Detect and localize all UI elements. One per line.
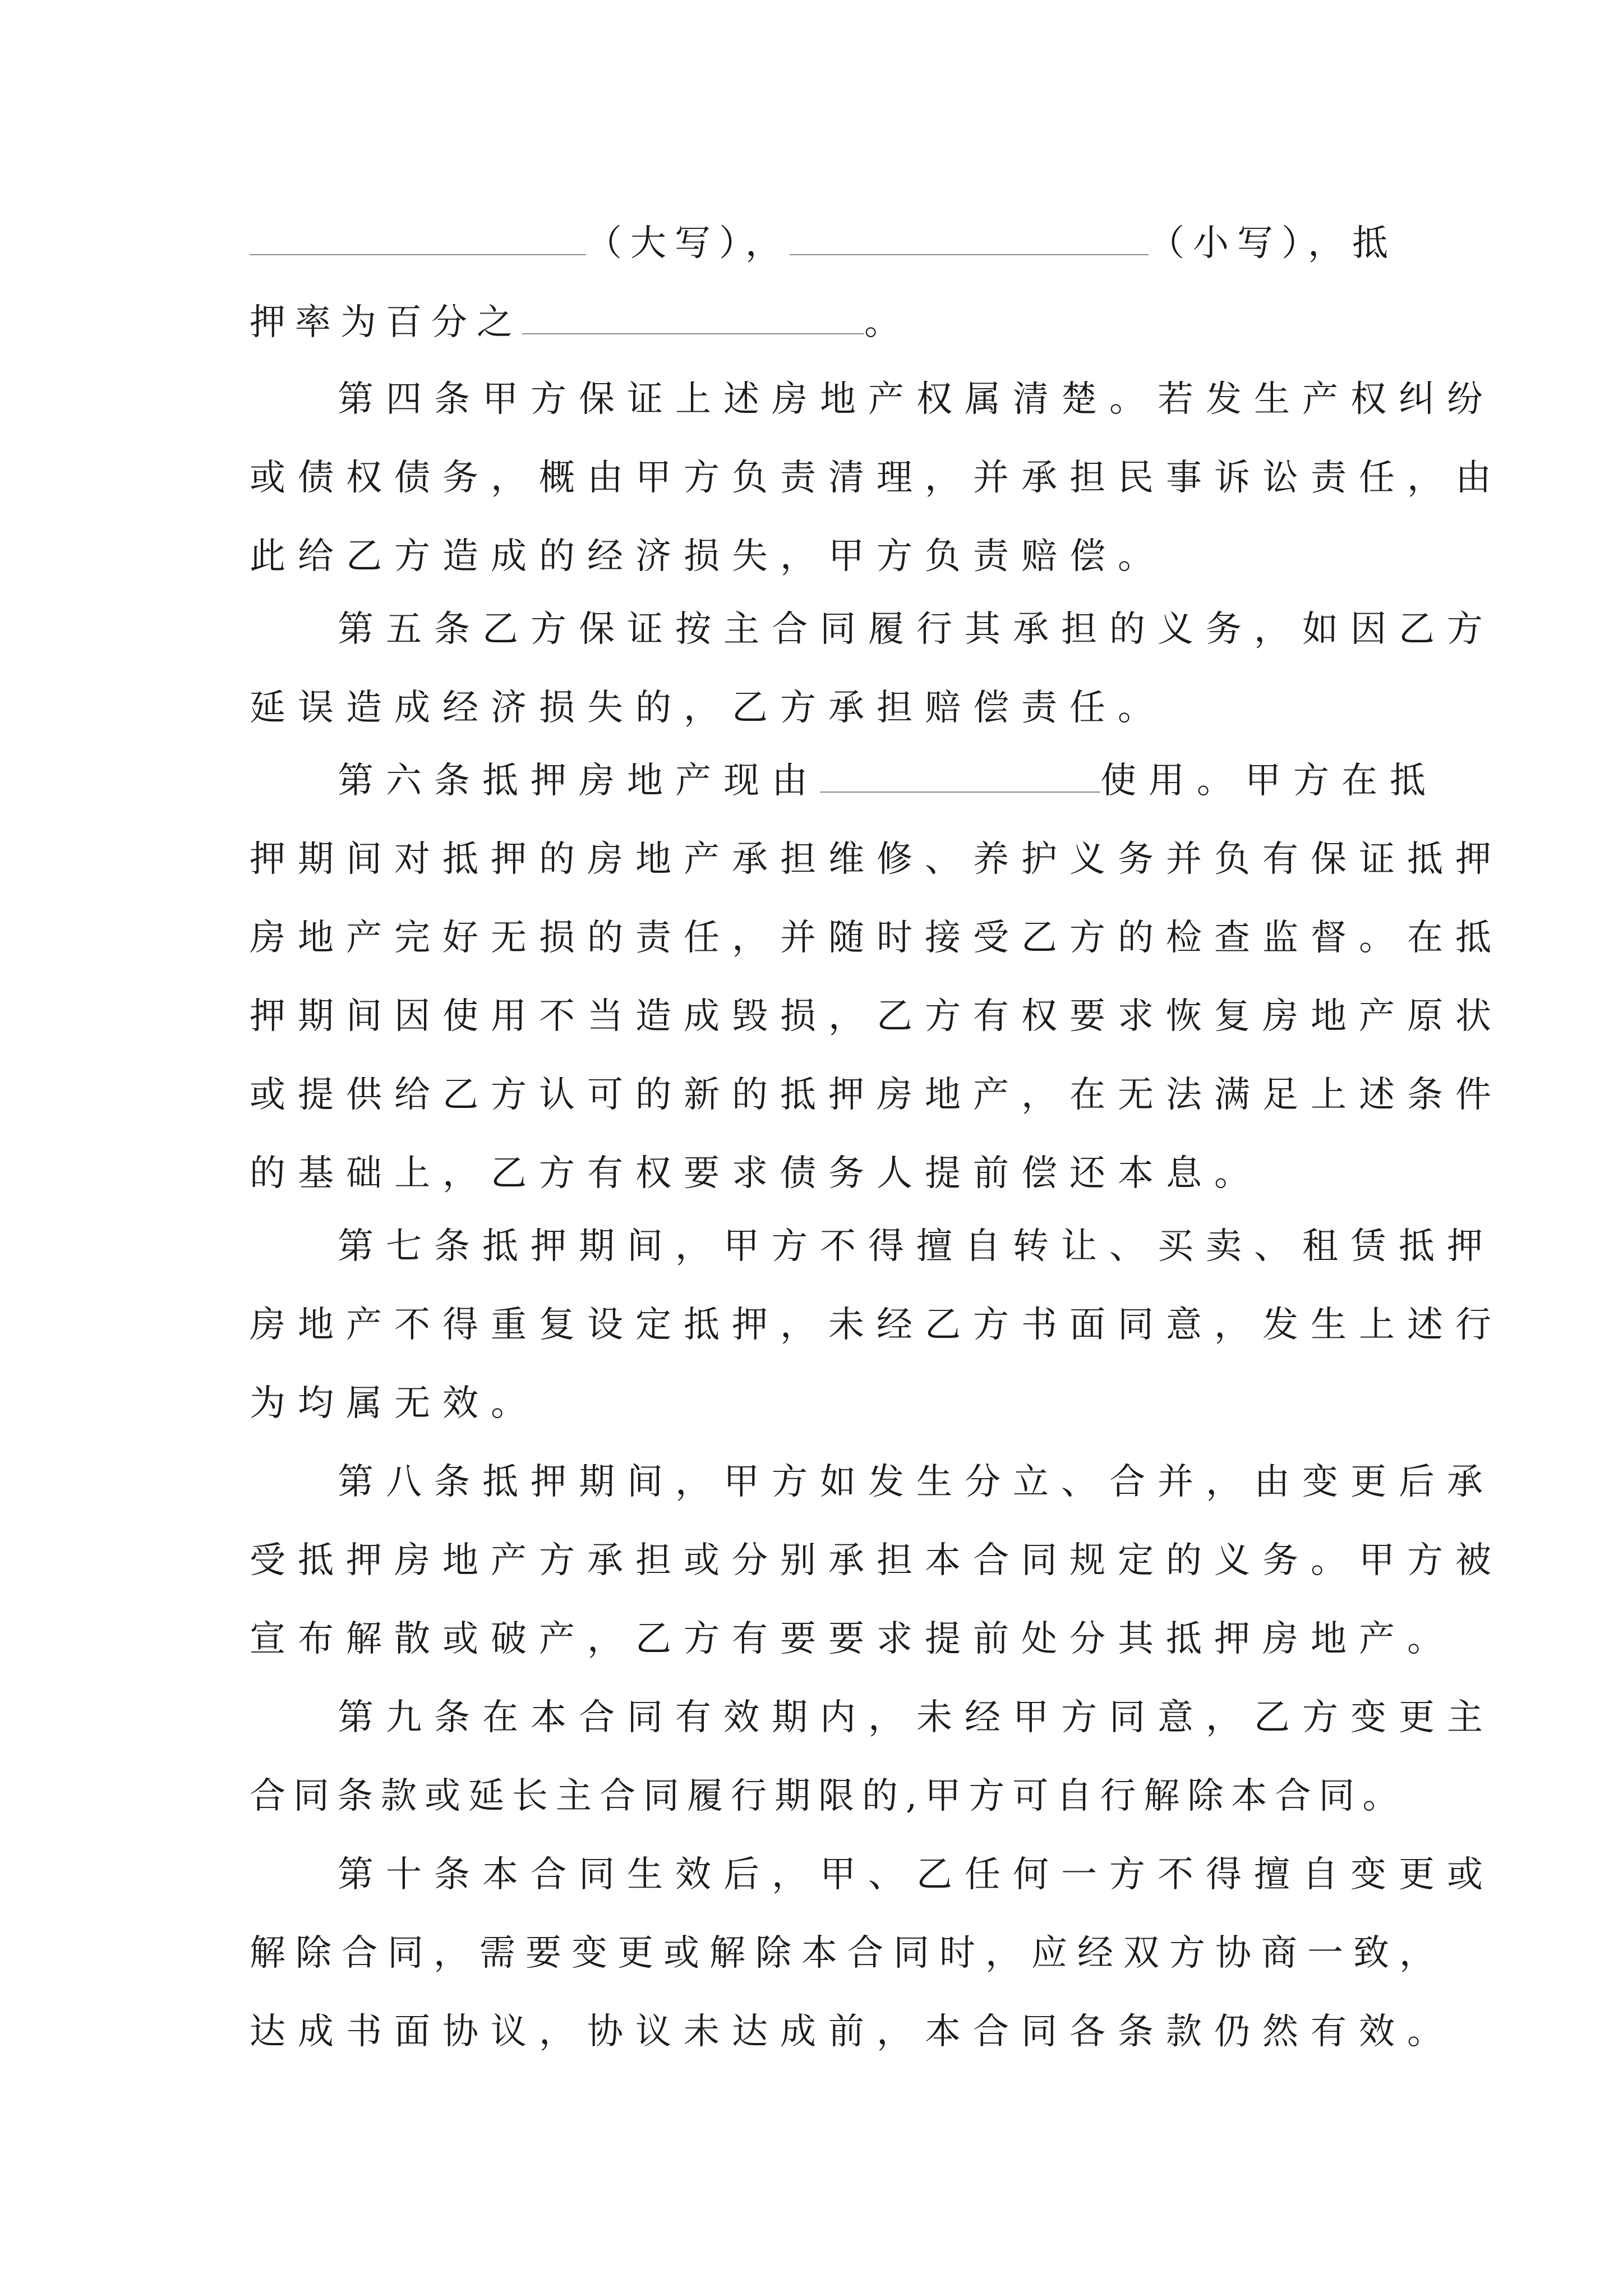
amount-lowercase-blank[interactable] — [790, 222, 1149, 255]
article-6-line-3: 房地产完好无损的责任，并随时接受乙方的检查监督。在抵 — [250, 917, 1504, 959]
article-8-line-3: 宣布解散或破产，乙方有要要求提前处分其抵押房地产。 — [250, 1618, 1455, 1660]
article-6-line-1 — [338, 758, 1438, 803]
mortgage-rate-suffix: 。 — [864, 302, 910, 343]
article-10-line-2: 解除合同，需要变更或解除本合同时，应经双方协商一致， — [250, 1932, 1445, 1974]
article-10-line-1: 第十条本合同生效后，甲、乙任何一方不得擅自变更或 — [338, 1854, 1495, 1895]
article-7-line-1: 第七条抵押期间，甲方不得擅自转让、买卖、租赁抵押 — [338, 1226, 1495, 1267]
article-9-line-1: 第九条在本合同有效期内，未经甲方同意，乙方变更主 — [338, 1697, 1495, 1738]
article-7-line-2: 房地产不得重复设定抵押，未经乙方书面同意，发生上述行 — [250, 1304, 1504, 1346]
mortgage-rate-line — [250, 300, 910, 345]
article-6-suffix: 使用。甲方在抵 — [1100, 760, 1438, 802]
article-6-line-2: 押期间对抵押的房地产承担维修、养护义务并负有保证抵押 — [250, 839, 1504, 880]
article-5-line-1: 第五条乙方保证按主合同履行其承担的义务，如因乙方 — [338, 609, 1495, 650]
article-8-line-1: 第八条抵押期间，甲方如发生分立、合并，由变更后承 — [338, 1461, 1495, 1503]
mortgage-rate-label: 押率为百分之 — [250, 302, 522, 343]
article-8-line-2: 受抵押房地产方承担或分别承担本合同规定的义务。甲方被 — [250, 1540, 1504, 1581]
article-6-line-4: 押期间因使用不当造成毁损，乙方有权要求恢复房地产原状 — [250, 996, 1504, 1037]
amount-line — [250, 221, 1396, 266]
mortgage-rate-blank[interactable] — [522, 301, 864, 334]
article-4-line-3: 此给乙方造成的经济损失，甲方负责赔偿。 — [250, 536, 1166, 577]
article-7-line-3: 为均属无效。 — [250, 1383, 539, 1424]
article-4-line-1: 第四条甲方保证上述房地产权属清楚。若发生产权纠纷 — [338, 379, 1495, 420]
article-4-line-2: 或债权债务，概由甲方负责清理，并承担民事诉讼责任，由 — [250, 457, 1504, 499]
article-9-line-2: 合同条款或延长主合同履行期限的,甲方可自行解除本合同。 — [250, 1775, 1407, 1817]
property-user-blank[interactable] — [820, 759, 1100, 793]
article-5-line-2: 延误造成经济损失的，乙方承担赔偿责任。 — [250, 687, 1166, 729]
uppercase-label: （大写）， — [586, 223, 790, 264]
amount-uppercase-blank[interactable] — [250, 222, 586, 255]
article-6-line-6: 的基础上，乙方有权要求债务人提前偿还本息。 — [250, 1153, 1262, 1194]
article-6-line-5: 或提供给乙方认可的新的抵押房地产，在无法满足上述条件 — [250, 1074, 1504, 1116]
article-6-prefix: 第六条抵押房地产现由 — [338, 760, 820, 802]
article-10-line-3: 达成书面协议，协议未达成前，本合同各条款仍然有效。 — [250, 2011, 1455, 2053]
lowercase-label: （小写），抵 — [1149, 223, 1396, 264]
